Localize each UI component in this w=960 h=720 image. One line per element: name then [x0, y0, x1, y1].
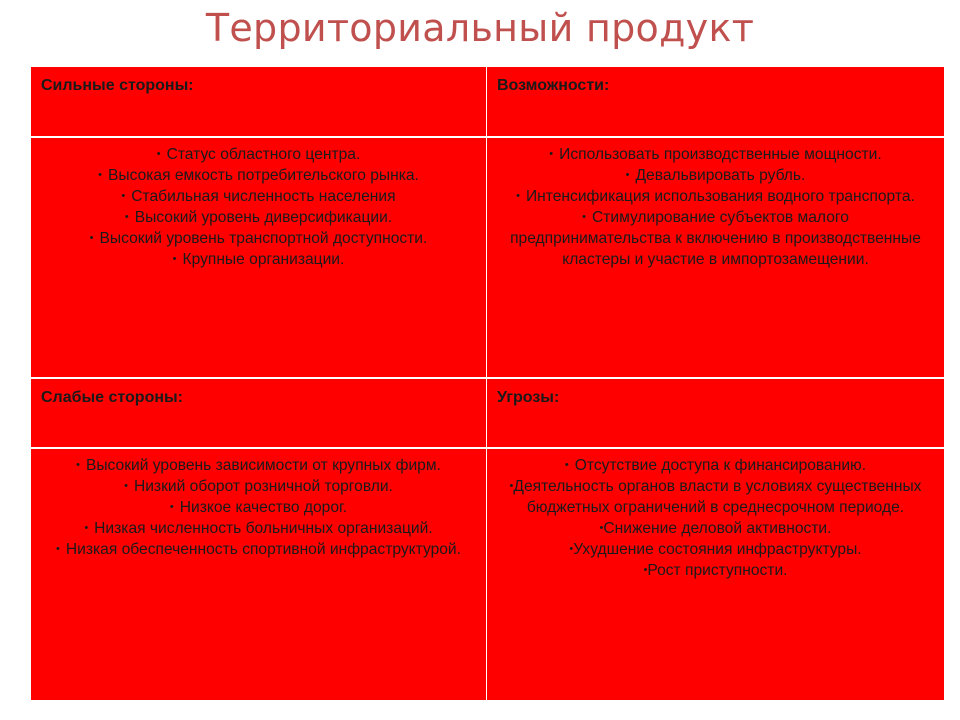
threats-body-cell	[487, 449, 944, 700]
bullet-icon: •	[56, 543, 60, 555]
list-item: •Ухудшение состояния инфраструктуры.	[569, 541, 862, 558]
opportunities-list	[487, 144, 944, 270]
opportunities-heading: Возможности:	[497, 77, 610, 94]
strengths-body-cell	[31, 138, 487, 379]
list-item: • Высокий уровень зависимости от крупных фирм.	[76, 457, 441, 474]
bullet-icon: •	[569, 543, 574, 555]
bullet-icon: •	[172, 253, 177, 265]
list-item: • Высокая емкость потребительского рынка.	[98, 167, 419, 184]
list-item: • Низкое качество дорог.	[169, 499, 348, 516]
strengths-list	[31, 144, 486, 270]
bullet-icon: •	[564, 459, 569, 471]
threats-list	[487, 455, 944, 581]
list-item: • Отсутствие доступа к финансированию.	[564, 457, 867, 474]
list-item: •Деятельность органов власти в условиях существенных бюджетных ограничений в среднесрочном периоде.	[509, 478, 922, 516]
list-item: • Крупные организации.	[172, 251, 345, 268]
list-item: • Высокий уровень диверсификации.	[124, 209, 393, 226]
list-item: • Интенсификация использования водного транспорта.	[516, 188, 915, 205]
bullet-icon: •	[124, 480, 128, 492]
list-item: • Низкая обеспеченность спортивной инфраструктурой.	[56, 541, 461, 558]
bullet-icon: •	[124, 211, 129, 223]
bullet-icon: •	[84, 522, 89, 534]
list-item: •Снижение деловой активности.	[599, 520, 832, 537]
page-title: Территориальный продукт	[205, 6, 755, 50]
weaknesses-list	[31, 455, 486, 560]
threats-heading: Угрозы:	[497, 389, 560, 406]
bullet-icon: •	[599, 522, 604, 534]
bullet-icon: •	[509, 480, 514, 492]
list-item: • Низкий оборот розничной торговли.	[124, 478, 393, 495]
list-item: • Высокий уровень транспортной доступности.	[89, 230, 428, 247]
bullet-icon: •	[121, 190, 126, 202]
bullet-icon: •	[643, 564, 648, 576]
weaknesses-heading: Слабые стороны:	[41, 389, 184, 406]
strengths-heading: Сильные стороны:	[41, 77, 194, 94]
list-item: • Использовать производственные мощности.	[549, 146, 882, 163]
list-item: • Статус областного центра.	[156, 146, 361, 163]
list-item: • Девальвировать рубль.	[625, 167, 806, 184]
opportunities-header-cell	[487, 67, 944, 138]
threats-header-cell	[487, 379, 944, 449]
swot-table	[31, 67, 944, 700]
list-item: •Рост приступности.	[643, 562, 788, 579]
list-item: • Стимулирование субъектов малого предпринимательства к включению в производственные кластеры и участие в импортозамещении.	[510, 209, 921, 268]
bullet-icon: •	[549, 148, 554, 160]
list-item: • Низкая численность больничных организаций.	[84, 520, 433, 537]
bullet-icon: •	[156, 148, 161, 160]
bullet-icon: •	[76, 459, 80, 471]
weaknesses-header-cell	[31, 379, 487, 449]
bullet-icon: •	[98, 169, 102, 181]
list-item: • Стабильная численность населения	[121, 188, 396, 205]
bullet-icon: •	[89, 232, 94, 244]
weaknesses-body-cell	[31, 449, 487, 700]
bullet-icon: •	[582, 211, 586, 223]
bullet-icon: •	[625, 169, 630, 181]
bullet-icon: •	[169, 501, 174, 513]
opportunities-body-cell	[487, 138, 944, 379]
strengths-header-cell	[31, 67, 487, 138]
bullet-icon: •	[516, 190, 520, 202]
